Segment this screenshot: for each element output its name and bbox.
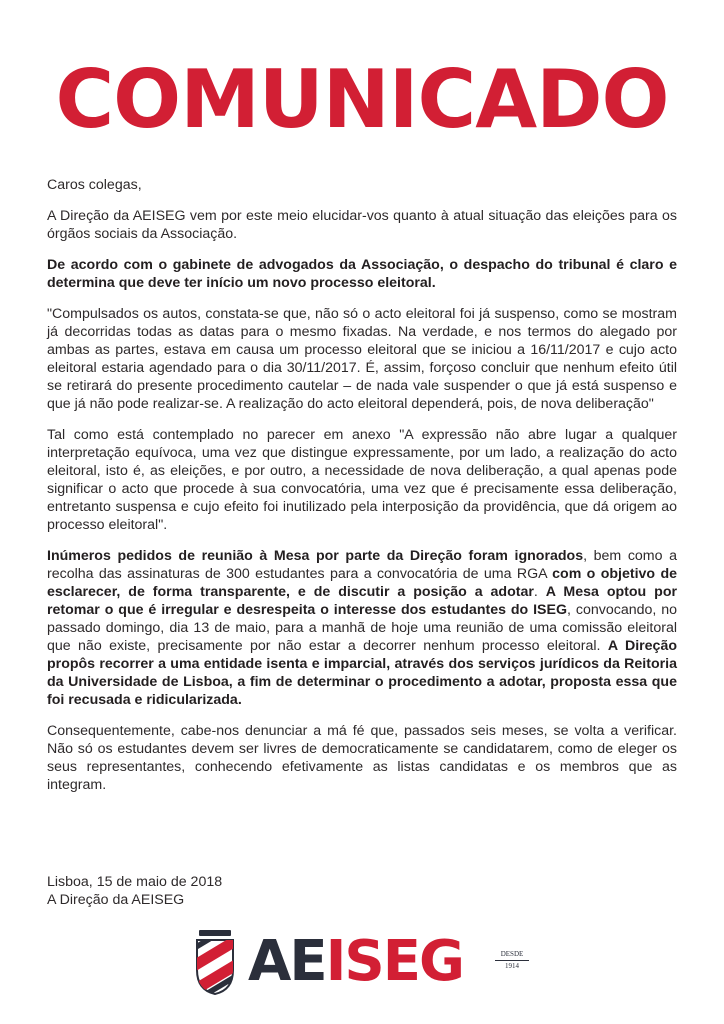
place-date: Lisboa, 15 de maio de 2018 (47, 874, 223, 890)
shield-icon (193, 930, 237, 996)
signature-block (47, 873, 222, 909)
paragraph-legal-advice: De acordo com o gabinete de advogados da Associação, o despacho do tribunal é claro e determina que deve ter início um novo processo eleitoral. (47, 257, 677, 291)
logo-divider (495, 960, 529, 961)
paragraph-mesa-actions (47, 547, 677, 709)
greeting: Caros colegas, (47, 177, 142, 193)
highlight-mesa-decision: A Mesa optou por retomar o que é irregular e desrespeita o interesse dos estudantes do ISEG (47, 584, 678, 618)
paragraph-conclusion: Consequentemente, cabe-nos denunciar a má fé que, passados seis meses, se volta a verificar. Não só os estudantes devem ser livres de democraticamente se candidatarem, como de eleger os seus representantes, conhecendo efetivamente as listas candidatas e os membros que as integram. (47, 723, 677, 793)
signatory: A Direção da AEISEG (47, 892, 185, 908)
paragraph-legal-opinion: Tal como está contemplado no parecer em anexo "A expressão não abre lugar a qualquer interpretação equívoca, uma vez que distingue expressamente, por um lado, a realização do acto eleitoral, isto é, as eleições, e por outro, a necessidade de nova deliberação, a qual apenas pode significar o acto que procede à sua convocatória, uma vez que é precisamente essa deliberação, entretanto suspensa e cujo efeito foi inutilizado pela interposição da providência, que dá origem ao processo eleitoral". (47, 427, 677, 533)
logo-ae: AE (248, 929, 326, 994)
logo-iseg: ISEG (325, 929, 463, 994)
paragraph-intro: A Direção da AEISEG vem por este meio elucidar-vos quanto à atual situação das eleições para os órgãos sociais da Associação. (47, 208, 677, 242)
highlight-ignored-requests: Inúmeros pedidos de reunião à Mesa por parte da Direção foram ignorados (47, 548, 584, 564)
text-segment: , bem como a recolha das assinaturas de 300 estudantes para a convocatória de uma RGA (47, 548, 677, 582)
aeiseg-logo (193, 928, 533, 998)
logo-wordmark (248, 930, 463, 994)
text-segment: . (533, 584, 546, 600)
logo-desde: DESDE (500, 950, 524, 958)
page-title: COMUNICADO (55, 53, 669, 146)
letter-body (47, 176, 677, 807)
highlight-rga-objective: com o objetivo de esclarecer, de forma transparente, e de discutir a posição a adotar (47, 566, 678, 600)
paragraph-court-quote: "Compulsados os autos, constata-se que, não só o acto eleitoral foi já suspenso, como se mostram já decorridas todas as datas para o mesmo fixadas. Na verdade, e nos termos do alegado por ambas as partes, estava em causa um processo eleitoral que se iniciou a 16/11/2017 e cujo acto eleitoral estaria agendado para o dia 30/11/2017. É, assim, forçoso concluir que nenhum efeito útil se retirará do presente procedimento cautelar – de nada vale suspender o que já está suspenso e que já não pode realizar-se. A realização do acto eleitoral dependerá, pois, de nova deliberação" (47, 306, 677, 412)
text-segment: , convocando, no passado domingo, dia 13 de maio, para a manhã de hoje uma reunião de uma comissão eleitoral que não existe, precisamente por não estar a decorrer nenhum processo eleitoral. (47, 602, 678, 654)
logo-year: 1914 (505, 962, 519, 970)
logo-since (495, 950, 529, 971)
highlight-direcao-proposal: A Direção propôs recorrer a uma entidade isenta e imparcial, através dos serviços jurídicos da Reitoria da Universidade de Lisboa, a fim de determinar o procedimento a adotar, proposta essa que foi recusada e ridicularizada. (47, 638, 677, 708)
